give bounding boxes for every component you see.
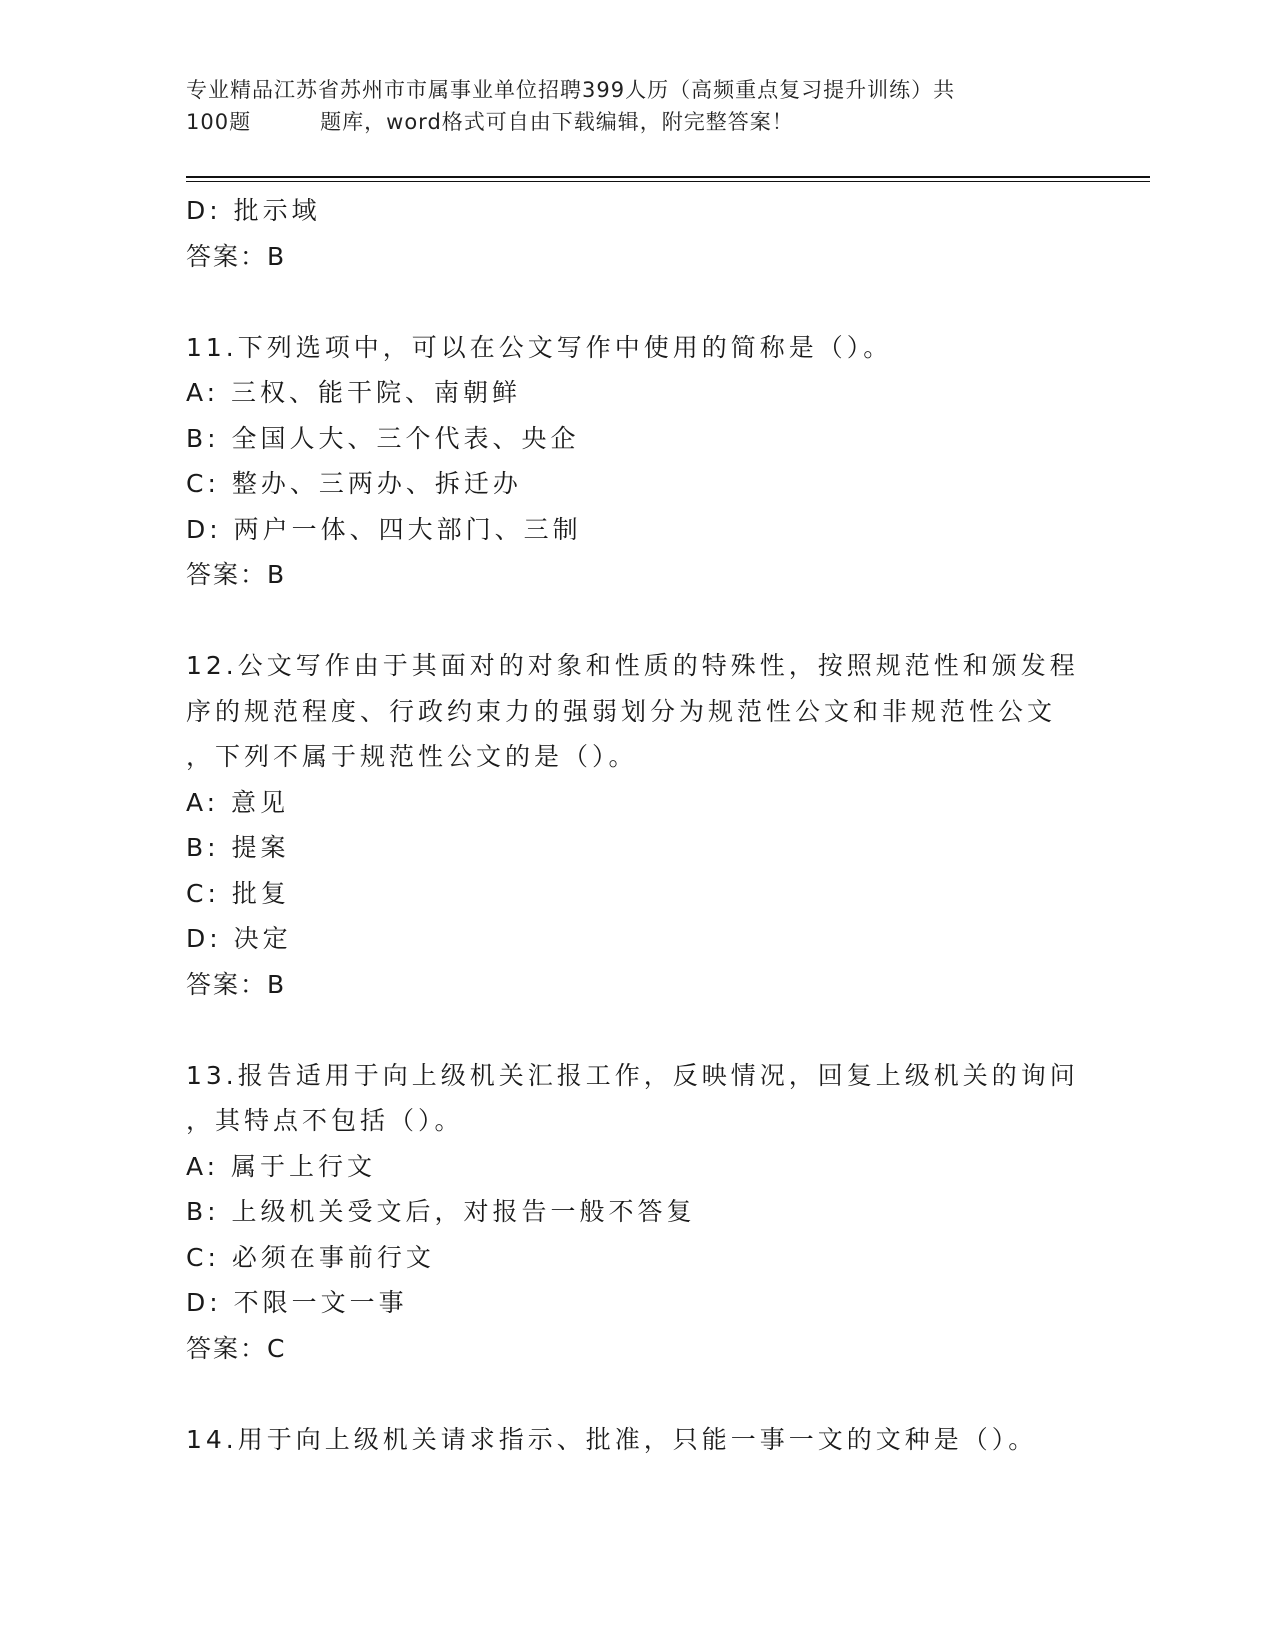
header-divider-thick [186,176,1150,178]
page-header [186,74,1066,138]
question-stem: ，其特点不包括（）。 [186,1106,464,1135]
option-d: D: 批示域 [186,196,321,225]
header-title-line-1: 专业精品江苏省苏州市市属事业单位招聘399人历（高频重点复习提升训练）共 [186,78,956,102]
question-stem: ，下列不属于规范性公文的是（）。 [186,742,638,771]
option-d: D: 不限一文一事 [186,1288,408,1317]
option-c: C: 必须在事前行文 [186,1242,435,1272]
option-b: B: 全国人大、三个代表、央企 [186,423,580,453]
question-11 [186,325,1116,598]
option-c: C: 整办、三两办、拆迁办 [186,469,522,498]
spacer [186,279,1116,325]
question-stem: 13.报告适用于向上级机关汇报工作，反映情况，回复上级机关的询问 [186,1060,1079,1090]
spacer [186,1371,1116,1417]
option-a: A: 属于上行文 [186,1151,377,1181]
option-a: A: 三权、能干院、南朝鲜 [186,378,522,407]
question-13 [186,1053,1116,1372]
answer-line: 答案：C [186,1333,287,1363]
spacer [186,598,1116,644]
question-14 [186,1417,1116,1463]
option-a: A: 意见 [186,787,290,817]
option-c: C: 批复 [186,878,290,908]
question-stem: 14.用于向上级机关请求指示、批准，只能一事一文的文种是（）。 [186,1424,1038,1454]
question-stem: 12.公文写作由于其面对的对象和性质的特殊性，按照规范性和颁发程 [186,651,1079,680]
answer-line: 答案：B [186,241,287,271]
question-stem: 序的规范程度、行政约束力的强弱划分为规范性公文和非规范性公文 [186,696,1057,726]
answer-line: 答案：B [186,560,287,589]
document-body [186,188,1116,1462]
previous-question-tail [186,188,1116,279]
header-title-line-2: 100题 题库，word格式可自由下载编辑，附完整答案！ [186,110,794,134]
option-b: B: 提案 [186,833,290,862]
question-12 [186,643,1116,1007]
option-b: B: 上级机关受文后，对报告一般不答复 [186,1197,696,1226]
option-d: D: 两户一体、四大部门、三制 [186,514,582,544]
header-divider-thin [186,181,1150,182]
option-d: D: 决定 [186,924,292,953]
answer-line: 答案：B [186,969,287,999]
spacer [186,1007,1116,1053]
question-stem: 11.下列选项中，可以在公文写作中使用的简称是（）。 [186,332,893,362]
